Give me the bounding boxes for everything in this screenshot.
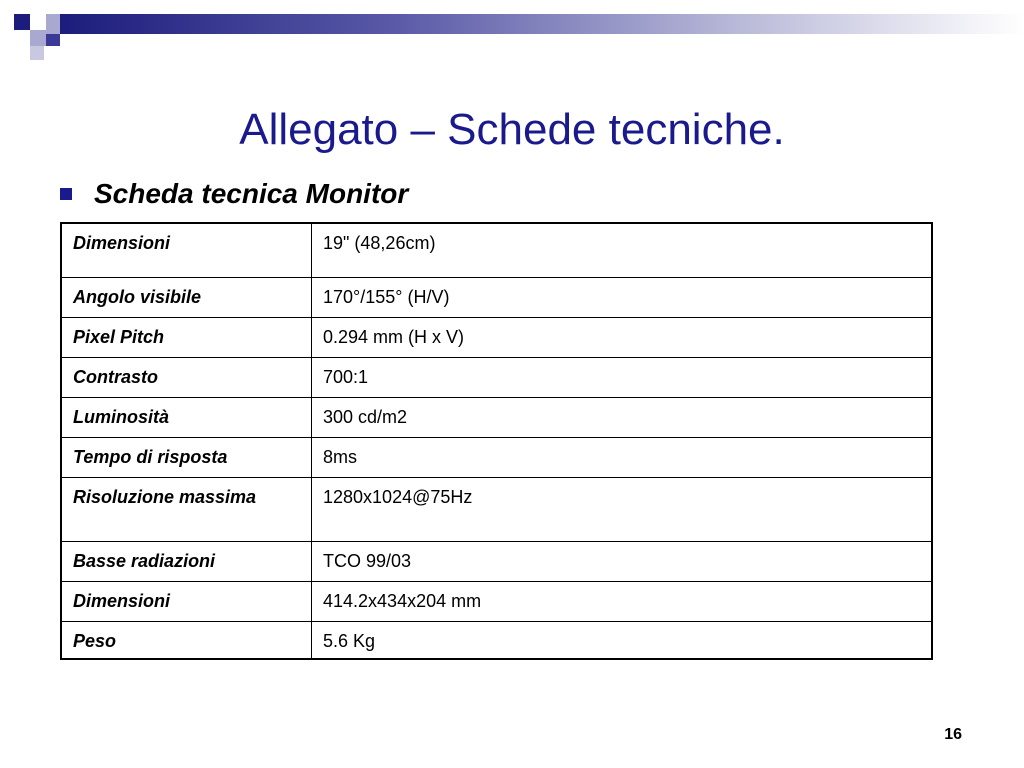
table-row [61, 317, 932, 357]
spec-label: Tempo di risposta [61, 437, 312, 477]
spec-value: 300 cd/m2 [312, 397, 933, 437]
table-row [61, 477, 932, 541]
spec-label: Peso [61, 621, 312, 659]
table-row [61, 223, 932, 277]
spec-value: 414.2x434x204 mm [312, 581, 933, 621]
decor-square [30, 46, 44, 60]
table-row [61, 437, 932, 477]
decor-square [46, 14, 60, 34]
spec-value: 1280x1024@75Hz [312, 477, 933, 541]
spec-value: 19" (48,26cm) [312, 223, 933, 277]
decor-square [46, 34, 60, 46]
table-row [61, 397, 932, 437]
table-row [61, 357, 932, 397]
bullet-item [60, 176, 408, 212]
spec-value: 700:1 [312, 357, 933, 397]
spec-label: Dimensioni [61, 223, 312, 277]
spec-table [60, 222, 933, 660]
spec-value: 8ms [312, 437, 933, 477]
table-row [61, 621, 932, 659]
slide-title: Allegato – Schede tecniche. [239, 105, 785, 154]
spec-label: Risoluzione massima [61, 477, 312, 541]
decor-square [30, 14, 46, 30]
spec-label: Dimensioni [61, 581, 312, 621]
bullet-text: Scheda tecnica Monitor [94, 178, 409, 209]
spec-label: Basse radiazioni [61, 541, 312, 581]
table-row [61, 277, 932, 317]
decor-square [30, 30, 46, 46]
spec-value: 0.294 mm (H x V) [312, 317, 933, 357]
page-number: 16 [944, 726, 962, 743]
header-gradient-bar [60, 14, 1024, 34]
bullet-square-icon [60, 188, 72, 200]
table-row [61, 581, 932, 621]
table-row [61, 541, 932, 581]
spec-label: Pixel Pitch [61, 317, 312, 357]
spec-value: TCO 99/03 [312, 541, 933, 581]
spec-label: Angolo visibile [61, 277, 312, 317]
spec-label: Luminosità [61, 397, 312, 437]
decor-square [14, 30, 30, 46]
spec-value: 5.6 Kg [312, 621, 933, 659]
spec-label: Contrasto [61, 357, 312, 397]
decor-square [14, 14, 30, 30]
spec-value: 170°/155° (H/V) [312, 277, 933, 317]
